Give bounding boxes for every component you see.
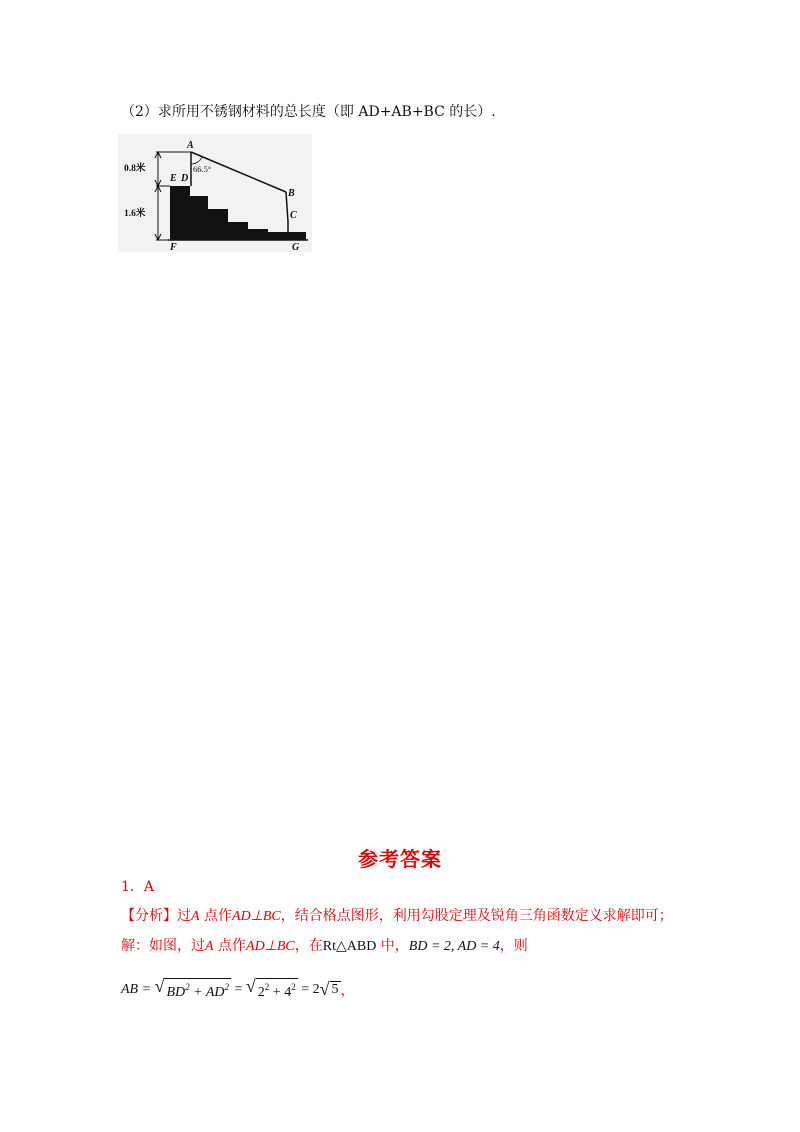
solution-line <box>121 935 528 955</box>
sqrt-numbers: √ $2^2 + 4^2$ <box>245 976 296 1000</box>
handrail-figure <box>118 134 312 252</box>
sqrt-five: √ 5 <box>319 979 339 999</box>
angle-label: 66.5° <box>193 164 212 174</box>
sqrt-bd-ad: √ $BD^2 + AD^2$ <box>154 976 229 1000</box>
solution-given: BD = 2, AD = 4 <box>408 939 500 954</box>
analysis-perp: AD⊥BC <box>232 909 281 924</box>
analysis-text-c: ，结合格点图形，利用勾股定理及锐角三角函数定义求解即可； <box>280 908 673 924</box>
label-C: C <box>290 210 297 221</box>
answer-item-1: 1．A <box>121 879 155 895</box>
solution-perp: AD⊥BC <box>246 939 295 954</box>
formula-comma: ， <box>340 983 355 999</box>
solution-text-c: ，在 <box>294 938 323 954</box>
solution-point-a: A <box>205 939 214 954</box>
analysis-line <box>121 905 673 925</box>
label-B: B <box>288 188 295 199</box>
solution-text-b: 点作 <box>213 938 247 954</box>
label-F: F <box>170 242 177 252</box>
label-G: G <box>292 242 300 252</box>
solution-text-a: 解：如图，过 <box>121 938 205 954</box>
dim-top-label: 0.8米 <box>124 164 146 174</box>
formula-equals: = <box>234 981 243 997</box>
label-A: A <box>187 140 194 151</box>
formula-equals-2: = 2 <box>301 981 320 997</box>
ab-formula <box>121 978 355 1001</box>
dim-bottom-label: 1.6米 <box>124 209 146 219</box>
solution-text-d: 中， <box>376 938 409 954</box>
label-E: E <box>170 173 177 184</box>
formula-lhs: AB = <box>121 981 152 997</box>
analysis-text-a: 过 <box>177 908 191 924</box>
label-D: D <box>181 173 189 184</box>
analysis-tag: 【分析】 <box>121 908 177 924</box>
analysis-text-b: 点作 <box>199 908 233 924</box>
answers-title: 参考答案 <box>358 847 442 871</box>
sqrt-five-value: 5 <box>331 982 339 997</box>
solution-triangle: Rt△ABD <box>322 939 377 954</box>
handrail-diagram <box>118 134 312 252</box>
solution-text-e: ，则 <box>499 938 528 954</box>
question-2-text: （2）求所用不锈钢材料的总长度（即 AD+AB+BC 的长）. <box>121 104 496 120</box>
analysis-point-a: A <box>191 909 200 924</box>
